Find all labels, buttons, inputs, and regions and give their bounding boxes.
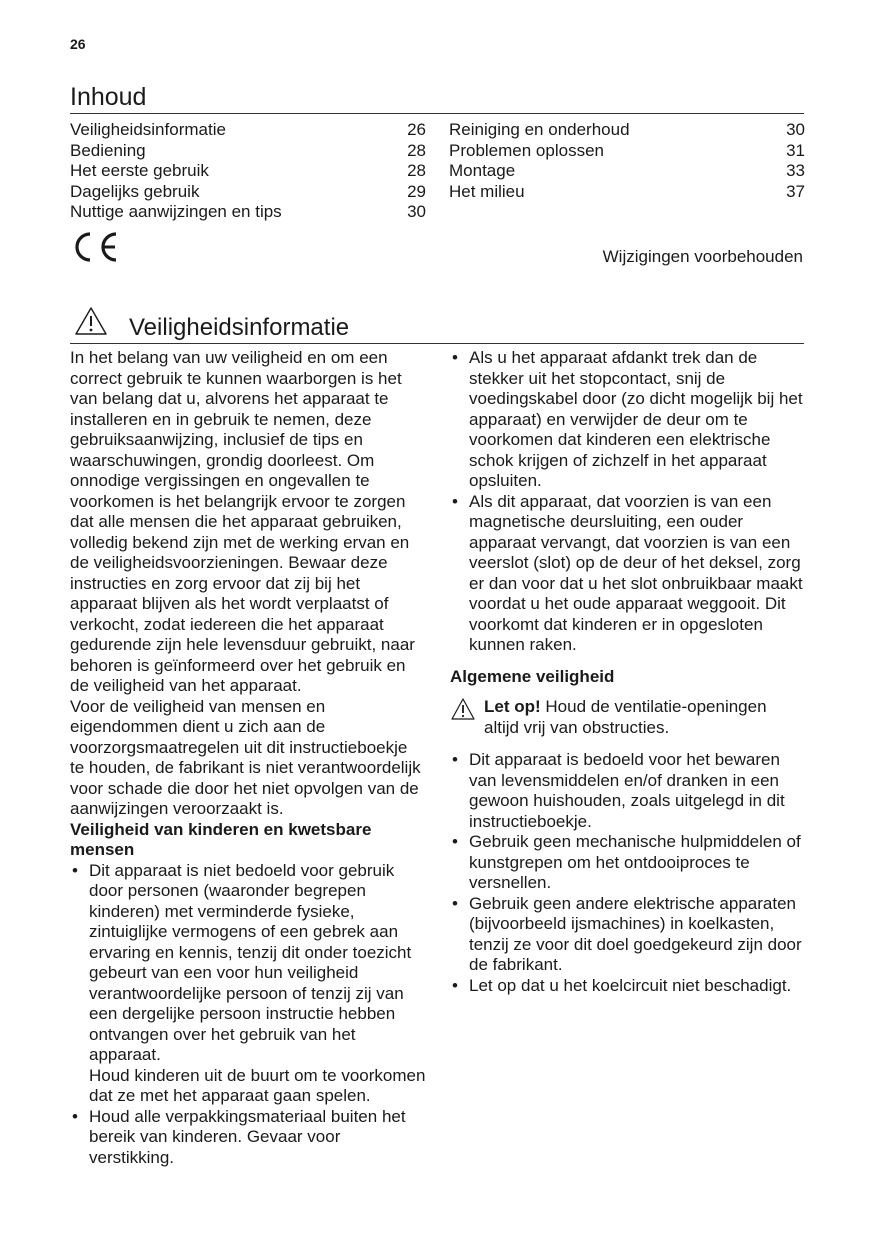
list-item [450, 976, 804, 997]
toc-entry-page: 29 [407, 181, 426, 201]
toc-entry-page: 28 [407, 140, 426, 160]
toc-entry-label: Nuttige aanwijzingen en tips [70, 202, 282, 221]
toc-left-column [70, 120, 426, 223]
list-item-text: Als dit apparaat, dat voorzien is van een magnetische deursluiting, een ouder apparaat vervangt, dat voorzien is van een veerslot (slot) op de deur of het deksel, zorg er dan voor dat u het slot onbruikbaar maakt voordat u het oude apparaat weggooit. Dit voorkomt dat kinderen er in opgesloten kunnen raken. [469, 491, 803, 654]
toc-entry-page: 30 [407, 202, 426, 221]
list-item-text: Dit apparaat is niet bedoeld voor gebruik door personen (waaronder begrepen kinderen) met verminderde fysieke, zintuiglijke vermogens of een gebrek aan ervaring en kennis, tenzij dit onder toezicht gebeurt van een voor hun veiligheid verantwoordelijke persoon of tenzij zij van een dergelijke persoon instructie hebben ontvangen over het gebruik van het apparaat. [89, 860, 412, 1064]
toc-entry-label: Dagelijks gebruik [70, 181, 200, 201]
toc-entry-label: Problemen oplossen [449, 140, 604, 160]
notice-text [484, 697, 804, 738]
notice-label: Let op! [484, 697, 541, 716]
list-item [450, 750, 804, 832]
toc-entry-page: 37 [786, 181, 805, 201]
warning-triangle-icon [74, 306, 108, 336]
toc-entry-label: Montage [449, 161, 516, 180]
section-title: Veiligheidsinformatie [129, 314, 350, 341]
children-heading: Veiligheid van kinderen en kwetsbare mensen [70, 819, 372, 859]
toc-entry-label: Het milieu [449, 181, 525, 201]
list-item [70, 861, 426, 1107]
toc-entry-page: 33 [786, 161, 805, 180]
toc-entry-page: 30 [786, 120, 805, 139]
toc-entry-label: Het eerste gebruik [70, 161, 209, 180]
page-number: 26 [70, 36, 86, 52]
list-item-text: Dit apparaat is bedoeld voor het bewaren van levensmiddelen en/of dranken in een gewoon huishouden, zoals uitgelegd in dit instructieboekje. [469, 750, 785, 831]
left-column [70, 348, 426, 1168]
toc-entry [70, 120, 426, 141]
toc-entry [449, 161, 805, 182]
list-item-text: Houd alle verpakkingsmateriaal buiten het bereik van kinderen. Gevaar voor verstikking. [89, 1106, 406, 1167]
list-item-text: Gebruik geen andere elektrische apparaten (bijvoorbeeld ijsmachines) in koelkasten, tenzij ze voor dit doel goedgekeurd zijn door de fabrikant. [469, 893, 802, 974]
toc-entry-label: Bediening [70, 140, 146, 160]
toc-entry-page: 26 [407, 120, 426, 139]
warning-notice [450, 697, 804, 738]
toc-entry [70, 161, 426, 182]
list-item [450, 832, 804, 894]
toc-entry [449, 120, 805, 141]
toc-entry-label: Veiligheidsinformatie [70, 120, 226, 139]
toc-entry [70, 202, 426, 223]
list-item [70, 1107, 426, 1169]
list-item [450, 348, 804, 492]
toc-entry [70, 141, 426, 162]
toc-right-column [449, 120, 805, 202]
toc-entry-page: 31 [786, 140, 805, 160]
intro-paragraph: In het belang van uw veiligheid en om een correct gebruik te kunnen waarborgen is het van belang dat u, alvorens het apparaat te installeren en in gebruik te nemen, deze gebruiksaanwijzing, inclusief de tips en waarschuwingen, grondig doorleest. Om onnodige vergissingen en ongevallen te voorkomen is het belangrijk ervoor te zorgen dat alle mensen die het apparaat gebruiken, volledig bekend zijn met de werking ervan en de veiligheidsvoorzieningen. Bewaar deze instructies en zorg ervoor dat zij bij het apparaat blijven als het wordt verplaatst of verkocht, zodat iedereen die het apparaat gedurende zijn hele levensduur gebruikt, naar behoren is geïnformeerd over het gebruik en de veiligheid van het apparaat. [70, 348, 415, 695]
changes-note: Wijzigingen voorbehouden [602, 247, 803, 266]
right-column [450, 348, 804, 996]
toc-rule [70, 113, 804, 114]
ce-mark-icon [70, 230, 120, 264]
intro-paragraph: Voor de veiligheid van mensen en eigendommen dient u zich aan de voorzorgsmaatregelen uit dit instructieboekje te houden, de fabrikant is niet verantwoordelijk voor schade die door het niet opvolgen van de aanwijzingen veroorzaakt is. [70, 696, 421, 818]
toc-entry [70, 182, 426, 203]
general-heading: Algemene veiligheid [450, 666, 615, 686]
children-list [70, 861, 426, 1169]
section-header [70, 306, 804, 344]
toc-entry-label: Reiniging en onderhoud [449, 120, 630, 139]
list-item [450, 894, 804, 976]
section-rule [70, 343, 804, 344]
list-item-text: Let op dat u het koelcircuit niet beschadigt. [469, 975, 792, 995]
disposal-list [450, 348, 804, 656]
notice-body: Houd de ventilatie-openingen altijd vrij van obstructies. [484, 697, 767, 737]
toc-title: Inhoud [70, 83, 147, 111]
toc-entry-page: 28 [407, 161, 426, 180]
toc-entry [449, 182, 805, 203]
toc-entry [449, 141, 805, 162]
list-item-text: Gebruik geen mechanische hulpmiddelen of kunstgrepen om het ontdooiproces te versnellen. [469, 832, 801, 892]
general-list [450, 750, 804, 996]
list-item [450, 492, 804, 656]
list-item-text: Als u het apparaat afdankt trek dan de stekker uit het stopcontact, snij de voedingskabel door (zo dicht mogelijk bij het apparaat) en verwijder de deur om te voorkomen dat kinderen een elektrische schok krijgen of zichzelf in het apparaat opsluiten. [469, 348, 803, 490]
list-item-text: Houd kinderen uit de buurt om te voorkomen dat ze met het apparaat gaan spelen. [89, 1065, 426, 1105]
warning-triangle-icon [450, 697, 476, 721]
